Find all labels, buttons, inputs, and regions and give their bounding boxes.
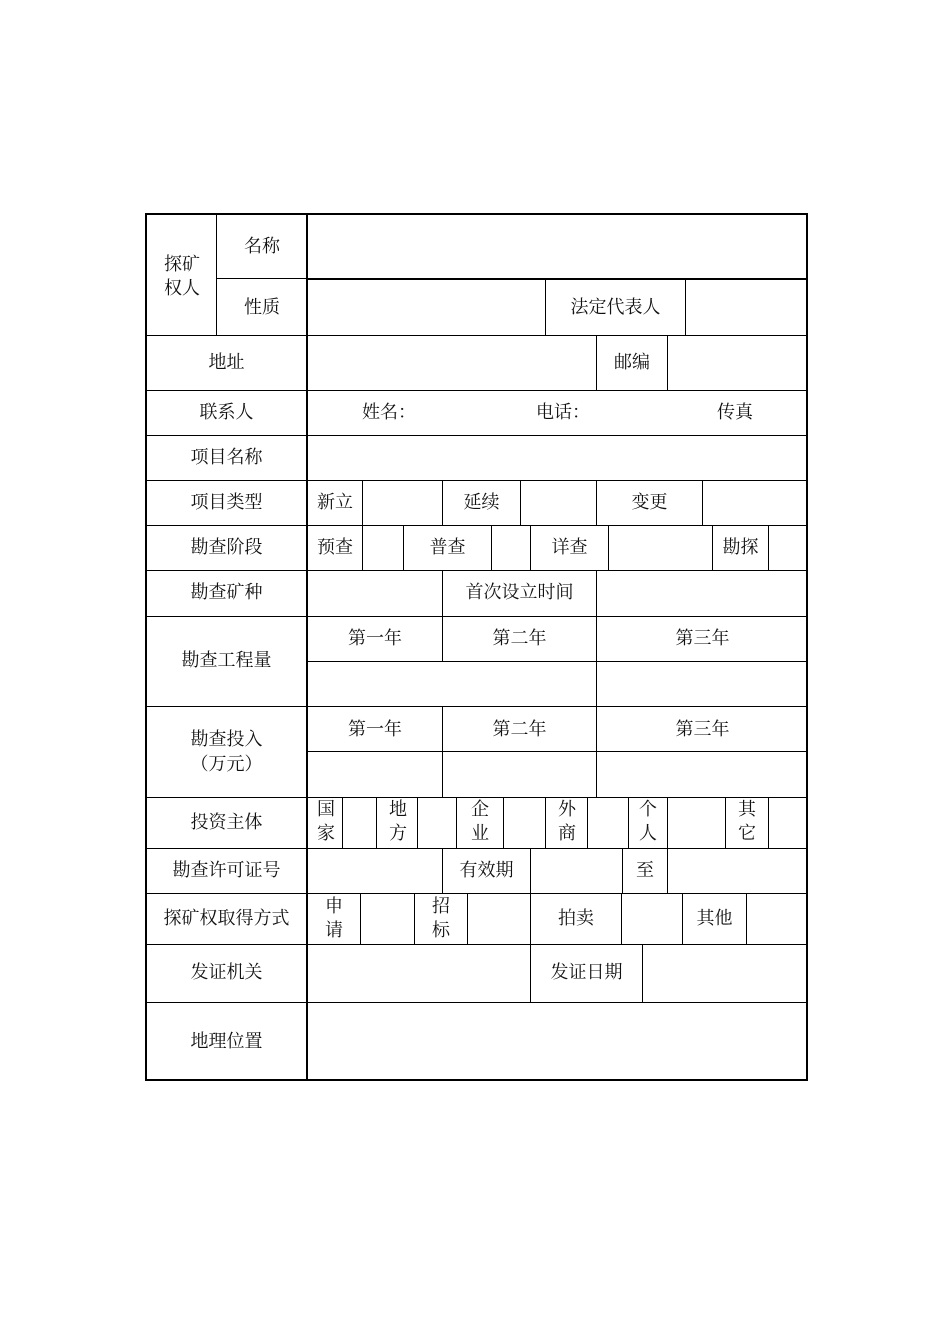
mineral-label: 勘查矿种 bbox=[190, 582, 263, 603]
acquisition-label: 探矿权取得方式 bbox=[163, 908, 290, 929]
col-line bbox=[491, 525, 492, 570]
row-line bbox=[147, 848, 808, 849]
validity-label: 有效期 bbox=[459, 860, 514, 881]
stage-pre: 预查 bbox=[317, 537, 353, 558]
postcode-label: 邮编 bbox=[614, 352, 650, 373]
row-line bbox=[147, 706, 808, 707]
location-label: 地理位置 bbox=[190, 1031, 263, 1052]
col-line bbox=[360, 893, 361, 944]
col-line bbox=[587, 797, 588, 848]
workload-label: 勘查工程量 bbox=[181, 650, 272, 671]
col-line bbox=[667, 335, 668, 390]
col-line bbox=[376, 797, 377, 848]
col-line bbox=[596, 570, 597, 797]
col-line bbox=[545, 797, 546, 848]
applicant-label: 探矿权人 bbox=[164, 254, 200, 299]
row-line bbox=[147, 335, 808, 336]
address-label: 地址 bbox=[208, 352, 245, 373]
row-line bbox=[147, 435, 808, 436]
investor-individual: 个人 bbox=[639, 799, 657, 844]
row-line bbox=[147, 525, 808, 526]
col-line bbox=[216, 215, 217, 335]
investment-year2: 第二年 bbox=[492, 719, 547, 740]
col-line bbox=[746, 893, 747, 944]
acquisition-other: 其他 bbox=[696, 908, 733, 929]
col-line bbox=[642, 944, 643, 1002]
investor-foreign: 外商 bbox=[558, 799, 576, 844]
legal-rep-label: 法定代表人 bbox=[570, 297, 661, 318]
investment-unit: （万元） bbox=[190, 754, 263, 775]
stage-general: 普查 bbox=[429, 537, 466, 558]
col-line bbox=[621, 893, 622, 944]
row-line bbox=[307, 751, 808, 752]
workload-year3: 第三年 bbox=[675, 628, 730, 649]
col-line bbox=[503, 797, 504, 848]
contact-name-label: 姓名： bbox=[362, 402, 416, 423]
project-name-label: 项目名称 bbox=[190, 447, 263, 468]
contact-fax-label: 传真 bbox=[717, 402, 753, 423]
investor-label: 投资主体 bbox=[190, 812, 263, 833]
investor-enterprise: 企业 bbox=[471, 799, 489, 844]
issuer-label: 发证机关 bbox=[190, 962, 263, 983]
investor-state: 国家 bbox=[317, 799, 335, 844]
applicant-nature-label: 性质 bbox=[244, 297, 280, 318]
workload-year2: 第二年 bbox=[492, 628, 547, 649]
license-label: 勘查许可证号 bbox=[172, 860, 281, 881]
col-line bbox=[702, 480, 703, 525]
col-line bbox=[725, 797, 726, 848]
col-line bbox=[417, 797, 418, 848]
validity-to-label: 至 bbox=[636, 860, 654, 881]
col-line bbox=[520, 480, 521, 525]
row-line bbox=[147, 480, 808, 481]
investment-label: 勘查投入 bbox=[190, 729, 263, 750]
row-line bbox=[307, 278, 808, 280]
row-line bbox=[147, 616, 808, 617]
col-line bbox=[768, 797, 769, 848]
project-type-label: 项目类型 bbox=[190, 492, 263, 513]
row-line bbox=[216, 278, 307, 279]
project-type-new: 新立 bbox=[317, 492, 353, 513]
investor-local: 地方 bbox=[389, 799, 407, 844]
investment-year3: 第三年 bbox=[675, 719, 730, 740]
stage-label: 勘查阶段 bbox=[190, 537, 263, 558]
col-line bbox=[667, 848, 668, 893]
project-type-extension: 延续 bbox=[463, 492, 500, 513]
col-line bbox=[362, 525, 363, 570]
contact-label: 联系人 bbox=[199, 402, 254, 423]
col-line bbox=[342, 797, 343, 848]
contact-phone-label: 电话： bbox=[536, 402, 590, 423]
acquisition-bidding: 招标 bbox=[432, 896, 450, 941]
workload-year1: 第一年 bbox=[348, 628, 402, 649]
col-line bbox=[362, 480, 363, 525]
acquisition-auction: 拍卖 bbox=[558, 908, 594, 929]
col-line bbox=[414, 893, 415, 944]
investor-other: 其它 bbox=[738, 799, 756, 844]
issue-date-label: 发证日期 bbox=[550, 962, 623, 983]
applicant-name-label: 名称 bbox=[244, 236, 280, 257]
investment-year1: 第一年 bbox=[348, 719, 402, 740]
stage-detailed: 详查 bbox=[551, 537, 588, 558]
col-line bbox=[608, 525, 609, 570]
exploration-right-form bbox=[145, 213, 808, 1081]
row-line bbox=[147, 944, 808, 945]
row-line bbox=[147, 1002, 808, 1003]
col-line bbox=[667, 797, 668, 848]
stage-exploration: 勘探 bbox=[722, 537, 759, 558]
first-time-label: 首次设立时间 bbox=[465, 582, 574, 603]
row-line bbox=[147, 893, 808, 894]
col-line bbox=[768, 525, 769, 570]
row-line bbox=[147, 390, 808, 391]
row-line bbox=[307, 661, 808, 662]
col-line bbox=[685, 280, 686, 335]
col-line bbox=[467, 893, 468, 944]
col-line bbox=[628, 797, 629, 848]
col-line bbox=[530, 848, 531, 893]
col-line bbox=[456, 797, 457, 848]
acquisition-apply: 申请 bbox=[325, 896, 343, 941]
project-type-change: 变更 bbox=[631, 492, 668, 513]
row-line bbox=[147, 570, 808, 571]
